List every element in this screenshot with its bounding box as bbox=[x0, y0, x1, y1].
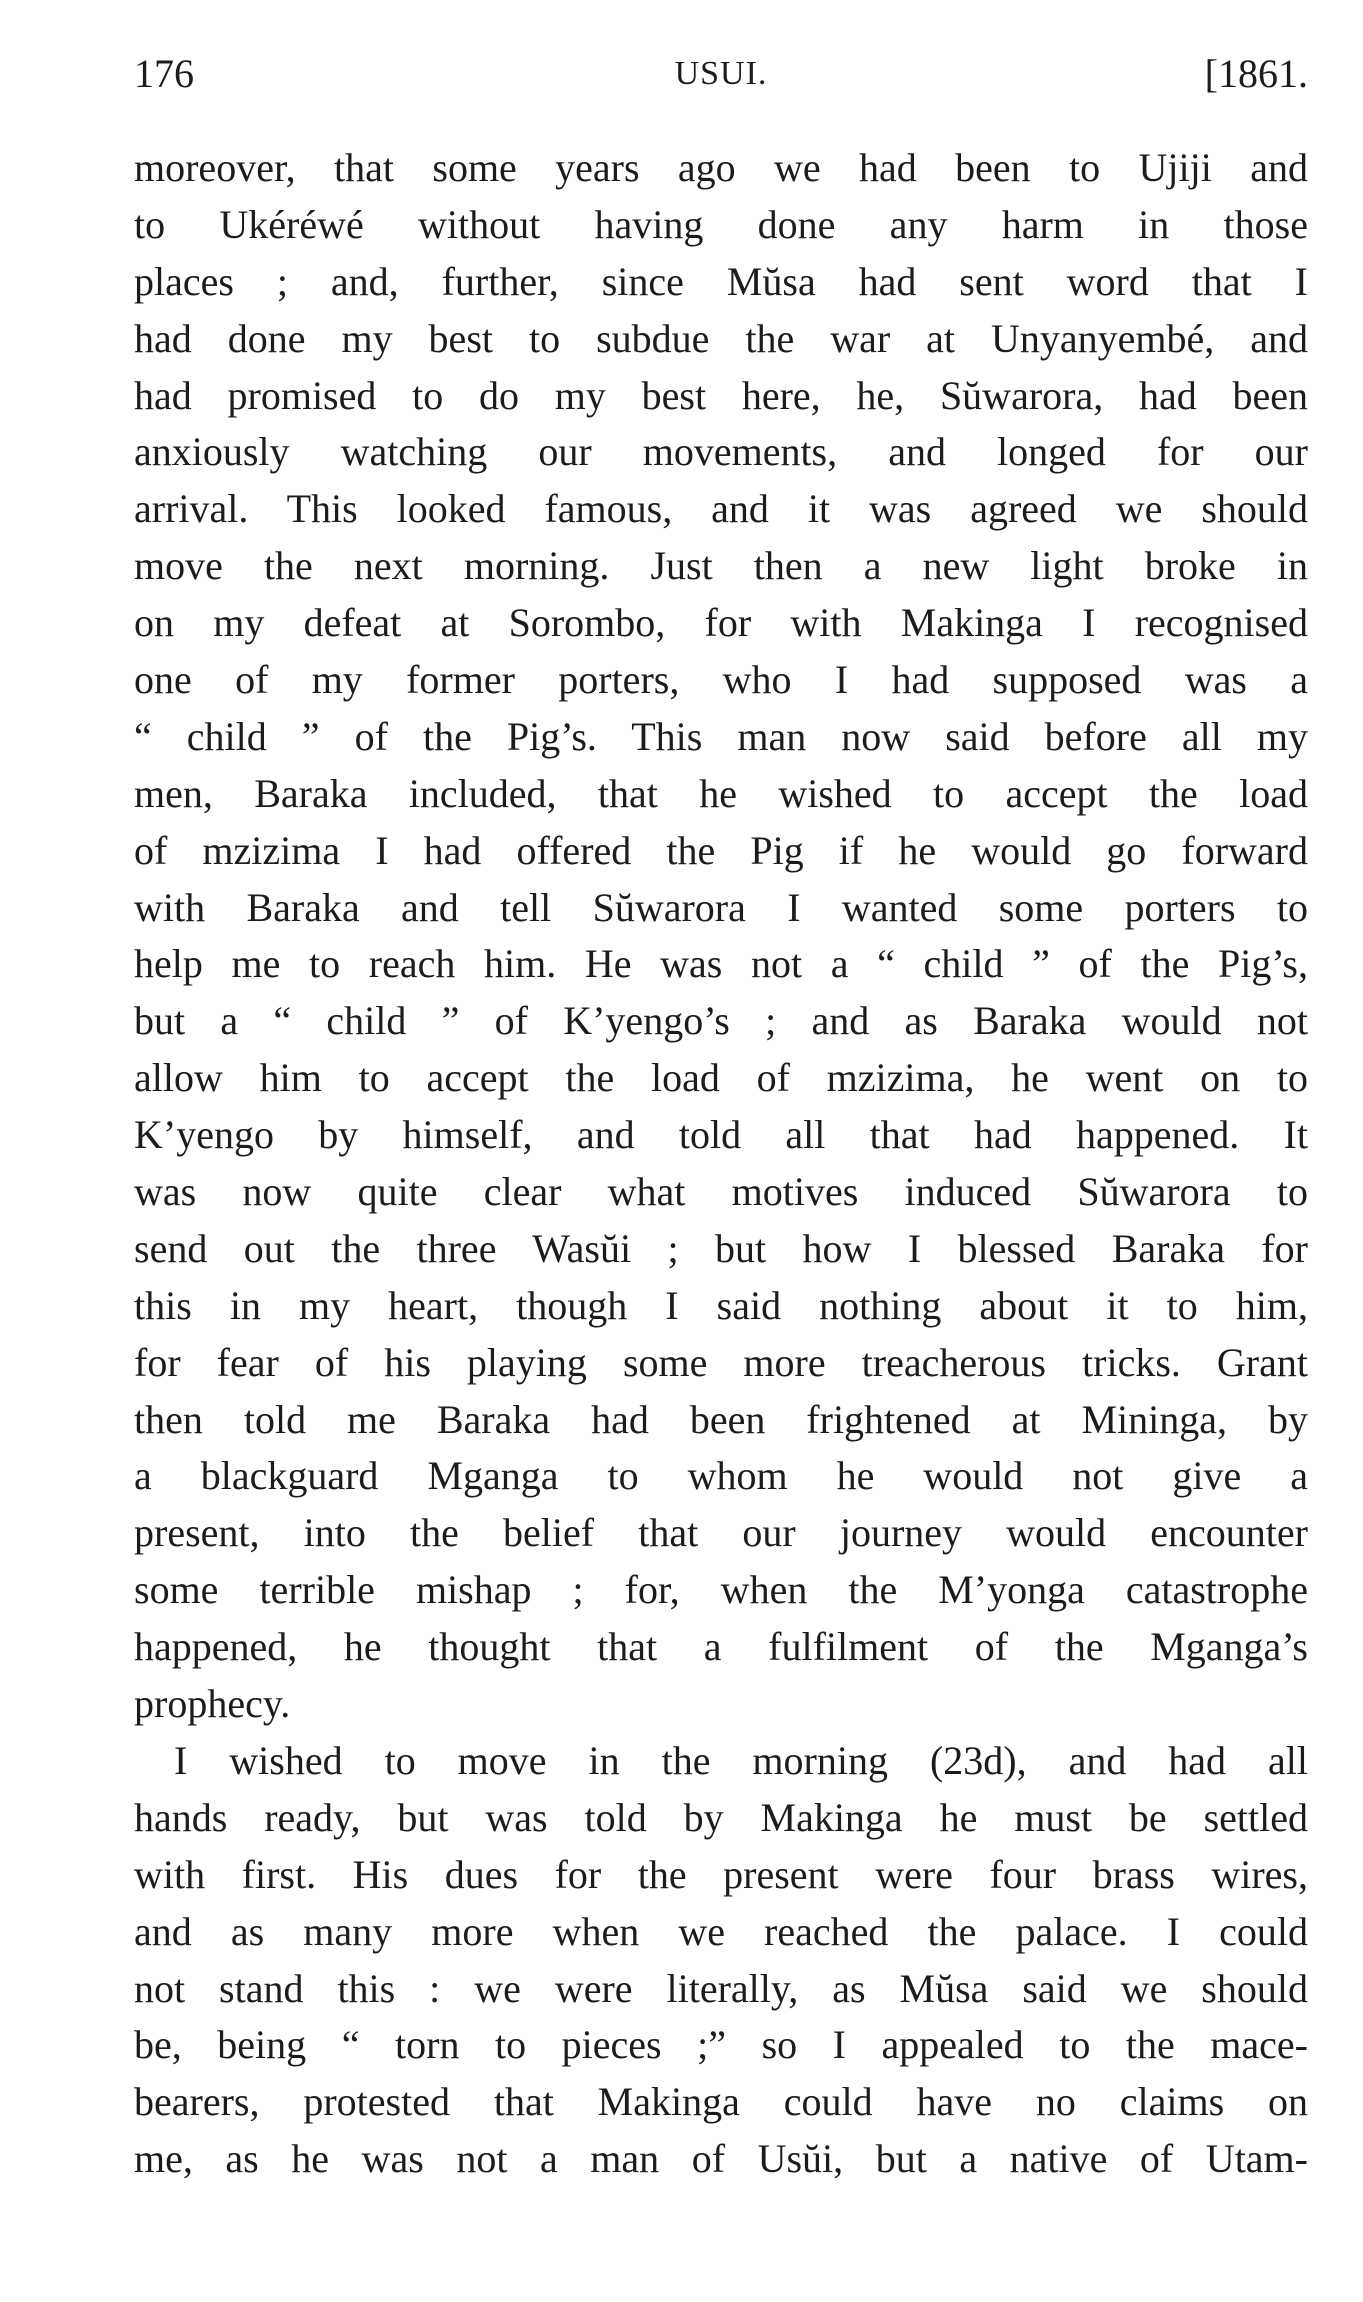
text-line: anxiously watching our movements, and longed for our bbox=[134, 429, 1308, 475]
text-line: one of my former porters, who I had supposed was a bbox=[134, 657, 1308, 703]
text-line: prophecy. bbox=[134, 1681, 291, 1727]
text-line: places ; and, further, since Mŭsa had sent word that I bbox=[134, 258, 1308, 304]
text-line: help me to reach him. He was not a “ child ” of the Pig’s, bbox=[134, 941, 1308, 987]
body-text bbox=[134, 140, 1308, 2188]
text-line: men, Baraka included, that he wished to accept the load bbox=[134, 770, 1308, 816]
section-title: USUI. bbox=[674, 55, 768, 92]
text-line: but a “ child ” of K’yengo’s ; and as Baraka would not bbox=[134, 998, 1308, 1044]
text-line: present, into the belief that our journey would encounter bbox=[134, 1510, 1308, 1556]
text-line: on my defeat at Sorombo, for with Makinga I recognised bbox=[134, 600, 1308, 646]
text-line: for fear of his playing some more treacherous tricks. Grant bbox=[134, 1339, 1308, 1385]
text-line: with Baraka and tell Sŭwarora I wanted some porters to bbox=[134, 884, 1308, 930]
text-line: was now quite clear what motives induced Sŭwarora to bbox=[134, 1169, 1308, 1215]
text-line: had promised to do my best here, he, Sŭwarora, had been bbox=[134, 372, 1308, 418]
text-line: bearers, protested that Makinga could have no claims on bbox=[134, 2079, 1308, 2125]
text-line: K’yengo by himself, and told all that had happened. It bbox=[134, 1112, 1308, 1158]
text-line: not stand this : we were literally, as Mŭsa said we should bbox=[134, 1965, 1308, 2011]
text-line: send out the three Wasŭi ; but how I blessed Baraka for bbox=[134, 1225, 1308, 1271]
text-line: move the next morning. Just then a new light broke in bbox=[134, 543, 1308, 589]
text-line: I wished to move in the morning (23d), and had all bbox=[174, 1737, 1308, 1783]
text-line: a blackguard Mganga to whom he would not give a bbox=[134, 1453, 1308, 1499]
text-line: hands ready, but was told by Makinga he must be settled bbox=[134, 1794, 1308, 1840]
page-number: 176 bbox=[134, 51, 194, 96]
year-marker: [1861. bbox=[1204, 51, 1308, 96]
text-line: of mzizima I had offered the Pig if he would go forward bbox=[134, 827, 1308, 873]
text-line: “ child ” of the Pig’s. This man now said before all my bbox=[134, 713, 1308, 759]
text-line: to Ukéréwé without having done any harm in those bbox=[134, 201, 1308, 247]
text-line: me, as he was not a man of Usŭi, but a native of Utam- bbox=[134, 2136, 1308, 2182]
text-line: then told me Baraka had been frightened at Mininga, by bbox=[134, 1396, 1308, 1442]
paragraph-2 bbox=[134, 1733, 1308, 2188]
text-line: moreover, that some years ago we had been to Ujiji and bbox=[134, 145, 1308, 190]
running-head bbox=[134, 44, 1308, 104]
text-line: had done my best to subdue the war at Unyanyembé, and bbox=[134, 315, 1308, 361]
text-line: and as many more when we reached the palace. I could bbox=[134, 1908, 1308, 1954]
text-line: happened, he thought that a fulfilment of the Mganga’s bbox=[134, 1624, 1308, 1670]
text-line: this in my heart, though I said nothing about it to him, bbox=[134, 1282, 1308, 1328]
text-line: some terrible mishap ; for, when the M’yonga catastrophe bbox=[134, 1567, 1308, 1613]
text-line: arrival. This looked famous, and it was agreed we should bbox=[134, 486, 1308, 532]
text-line: with first. His dues for the present were four brass wires, bbox=[134, 1851, 1308, 1897]
text-line: allow him to accept the load of mzizima, he went on to bbox=[134, 1055, 1308, 1101]
paragraph-1 bbox=[134, 140, 1308, 1733]
text-line: be, being “ torn to pieces ;” so I appealed to the mace- bbox=[134, 2022, 1308, 2068]
